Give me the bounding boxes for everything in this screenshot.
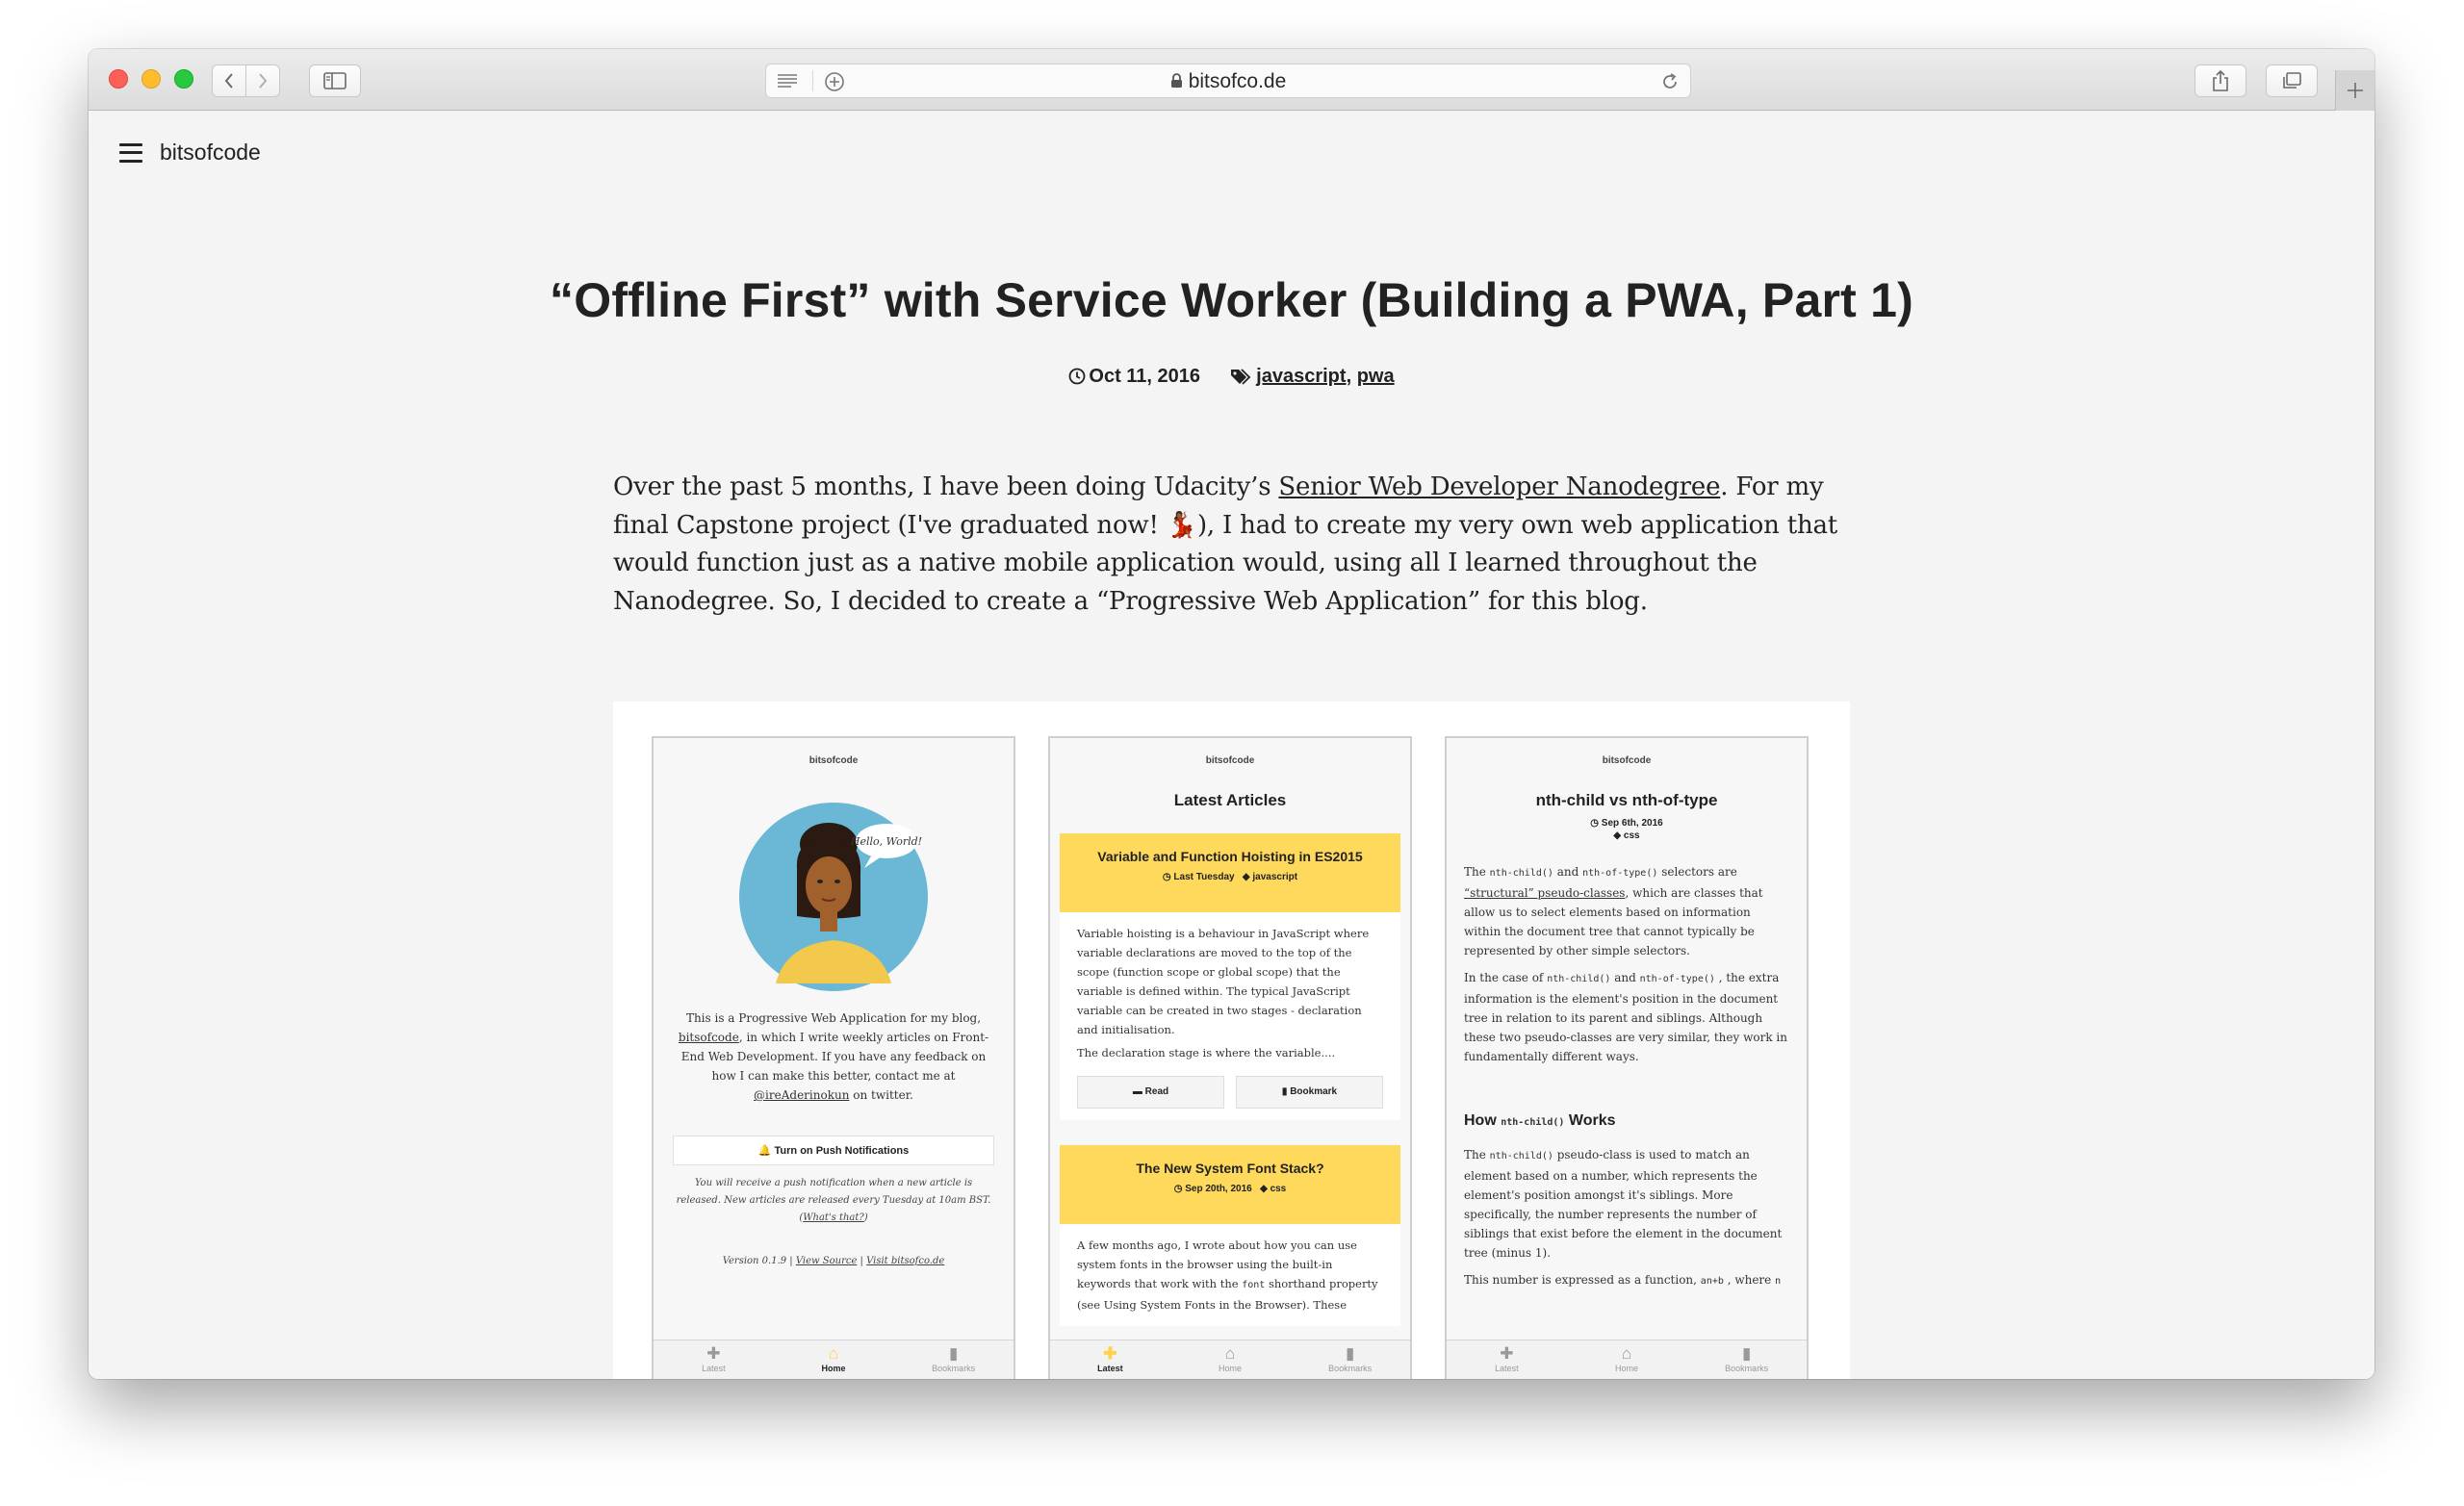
- tab-bookmarks[interactable]: ▮ Bookmarks: [1290, 1340, 1410, 1379]
- page-content: [89, 111, 2374, 1379]
- new-tab-icon: [2347, 82, 2364, 99]
- zoom-window-button[interactable]: [174, 69, 193, 89]
- article-subheading: How nth-child() Works: [1464, 1112, 1616, 1129]
- phone-heading: Latest Articles: [1173, 791, 1287, 809]
- article-paragraph: In the case of nth-child() and nth-of-type() , the extra information is the element's position in the document tree in relation to its parent and siblings. Although these two pseudo-classes are very similar, they work in fundamentally different ways.: [1464, 971, 1787, 1063]
- tab-home[interactable]: ⌂ Home: [1170, 1340, 1291, 1379]
- bookmark-icon: ▮: [1346, 1344, 1355, 1363]
- reload-icon[interactable]: [1659, 71, 1681, 92]
- tab-latest[interactable]: ✚ Latest: [1050, 1340, 1170, 1379]
- article-card-body: A few months ago, I wrote about how you can use system fonts in the browser using the built-in keywords that work with the font shorthand property (see Using System Fonts in the Browser). These: [1060, 1224, 1400, 1326]
- lock-icon: [1170, 73, 1183, 89]
- browser-window: [89, 49, 2374, 1379]
- tab-latest[interactable]: ✚ Latest: [654, 1340, 774, 1379]
- speech-bubble: Hello, World!: [850, 835, 923, 848]
- article-tag: ◆ css: [1613, 830, 1640, 841]
- browser-toolbar: [89, 49, 2374, 111]
- push-notifications-button[interactable]: 🔔 Turn on Push Notifications: [673, 1136, 994, 1165]
- show-tabs-button[interactable]: [2266, 64, 2318, 97]
- phone-tab-bar: [654, 1340, 1014, 1379]
- plus-icon: ✚: [1500, 1344, 1514, 1363]
- tag-link-javascript[interactable]: javascript: [1256, 366, 1347, 387]
- tag-icon: ◆: [1260, 1184, 1268, 1194]
- post-intro: Over the past 5 months, I have been doing Udacity’s Senior Web Developer Nanodegree. For my final Capstone project (I've graduated now! 💃🏾), I had to create my very own web application that would function just as a native mobile application would, using all I learned throughout the Nanodegree. So, I decided to create a “Progressive Web Application” for this blog.: [613, 472, 1838, 616]
- tab-bookmarks[interactable]: ▮ Bookmarks: [893, 1340, 1014, 1379]
- version-info: Version 0.1.9 | View Source | Visit bitsofco.de: [722, 1256, 945, 1266]
- post-date: Oct 11, 2016: [1089, 366, 1201, 387]
- post-title: “Offline First” with Service Worker (Building a PWA, Part 1): [550, 273, 1913, 327]
- clock-icon: ◷: [1590, 818, 1600, 829]
- close-window-button[interactable]: [109, 69, 128, 89]
- phone-brand: bitsofcode: [1602, 755, 1652, 766]
- nanodegree-link[interactable]: Senior Web Developer Nanodegree: [1278, 472, 1721, 501]
- home-icon: ⌂: [1224, 1344, 1236, 1363]
- bookmark-button[interactable]: ▮ Bookmark: [1236, 1076, 1383, 1109]
- article-card-header: Variable and Function Hoisting in ES2015 ◷ Last Tuesday ◆ javascript: [1060, 833, 1400, 912]
- bell-icon: 🔔: [757, 1145, 772, 1157]
- bookmark-icon: ▮: [949, 1344, 959, 1363]
- avatar: [737, 801, 930, 993]
- site-header: [119, 140, 261, 166]
- read-icon: ▬: [1132, 1086, 1142, 1097]
- bookmark-icon: ▮: [1742, 1344, 1752, 1363]
- url-text: bitsofco.de: [1188, 70, 1287, 92]
- phone-brand: bitsofcode: [1205, 755, 1255, 766]
- article-card-header: The New System Font Stack? ◷ Sep 20th, 2016 ◆ css: [1060, 1145, 1400, 1224]
- sidebar-button[interactable]: [309, 64, 361, 97]
- article-paragraph: The nth-child() and nth-of-type() selectors are “structural” pseudo-classes, which are classes that allow us to select elements based on information within the document tree that cannot typically be represented by other simple selectors.: [1464, 865, 1763, 957]
- tags-icon: [1230, 368, 1253, 385]
- clock-icon: ◷: [1173, 1184, 1183, 1194]
- back-icon: [223, 72, 235, 89]
- new-tab-button[interactable]: [2335, 70, 2374, 111]
- phone-tab-bar: [1447, 1340, 1807, 1379]
- push-note: You will receive a push notification when a new article is released. New articles are released every Tuesday at 10am BST. (What's that?): [676, 1178, 991, 1223]
- post-meta: Oct 11, 2016 javascript, pwa: [89, 366, 2374, 388]
- phone-tab-bar: [1050, 1340, 1410, 1379]
- menu-icon[interactable]: [119, 143, 142, 163]
- dancer-emoji: 💃🏾: [1166, 510, 1197, 540]
- minimize-window-button[interactable]: [141, 69, 161, 89]
- address-bar[interactable]: [765, 64, 1691, 98]
- tag-link-pwa[interactable]: pwa: [1356, 366, 1395, 387]
- phone-brand: bitsofcode: [808, 755, 859, 766]
- read-button[interactable]: ▬ Read: [1077, 1076, 1224, 1109]
- tab-home[interactable]: ⌂ Home: [774, 1340, 894, 1379]
- clock-icon: [1068, 368, 1086, 385]
- phone-screenshot-article: [1445, 736, 1809, 1379]
- home-icon: ⌂: [1621, 1344, 1632, 1363]
- bookmark-icon: ▮: [1281, 1086, 1288, 1097]
- article-card-body: Variable hoisting is a behaviour in JavaScript where variable declarations are moved to the top of the scope (function scope or global scope) that the variable is defined within. The typical JavaScript variable can be created in two stages - declaration and initialisation. The declaration stage is where the variable.... ▬ Read ▮ Bookmark: [1060, 912, 1400, 1120]
- tag-icon: ◆: [1613, 830, 1622, 841]
- tabs-icon: [2281, 71, 2302, 90]
- sidebar-icon: [323, 72, 346, 89]
- plus-icon: ✚: [1103, 1344, 1117, 1363]
- site-name-link[interactable]: bitsofcode: [160, 140, 261, 165]
- share-icon: [2211, 69, 2230, 92]
- url-display: [766, 70, 1690, 93]
- clock-icon: ◷: [1162, 872, 1171, 882]
- tab-latest[interactable]: ✚ Latest: [1447, 1340, 1567, 1379]
- tag-icon: ◆: [1242, 872, 1250, 882]
- share-button[interactable]: [2194, 64, 2246, 97]
- tab-home[interactable]: ⌂ Home: [1567, 1340, 1687, 1379]
- phone-screenshot-home: [652, 736, 1015, 1379]
- plus-icon: ✚: [706, 1344, 721, 1363]
- forward-button[interactable]: [245, 64, 280, 97]
- phone-heading: nth-child vs nth-of-type: [1535, 791, 1718, 809]
- pwa-screenshots-figure: [613, 702, 1850, 1379]
- article-paragraph: This number is expressed as a function, an+b , where n: [1464, 1273, 1782, 1287]
- back-button[interactable]: [212, 64, 246, 97]
- article-date: ◷ Sep 6th, 2016: [1590, 818, 1663, 829]
- phone-screenshot-latest: [1048, 736, 1412, 1379]
- article-paragraph: The nth-child() pseudo-class is used to match an element based on a number, which represents the element's position amongst it's siblings. More specifically, the number represents the number of siblings that exist before the element in the document tree (minus 1).: [1464, 1148, 1783, 1260]
- home-icon: ⌂: [828, 1344, 839, 1363]
- tab-bookmarks[interactable]: ▮ Bookmarks: [1686, 1340, 1807, 1379]
- forward-icon: [257, 72, 269, 89]
- intro-text: This is a Progressive Web Application for my blog, bitsofcode, in which I write weekly articles on Front-End Web Development. If you have any feedback on how I can make this better, contact me at @ireAderinokun on twitter.: [678, 1011, 989, 1102]
